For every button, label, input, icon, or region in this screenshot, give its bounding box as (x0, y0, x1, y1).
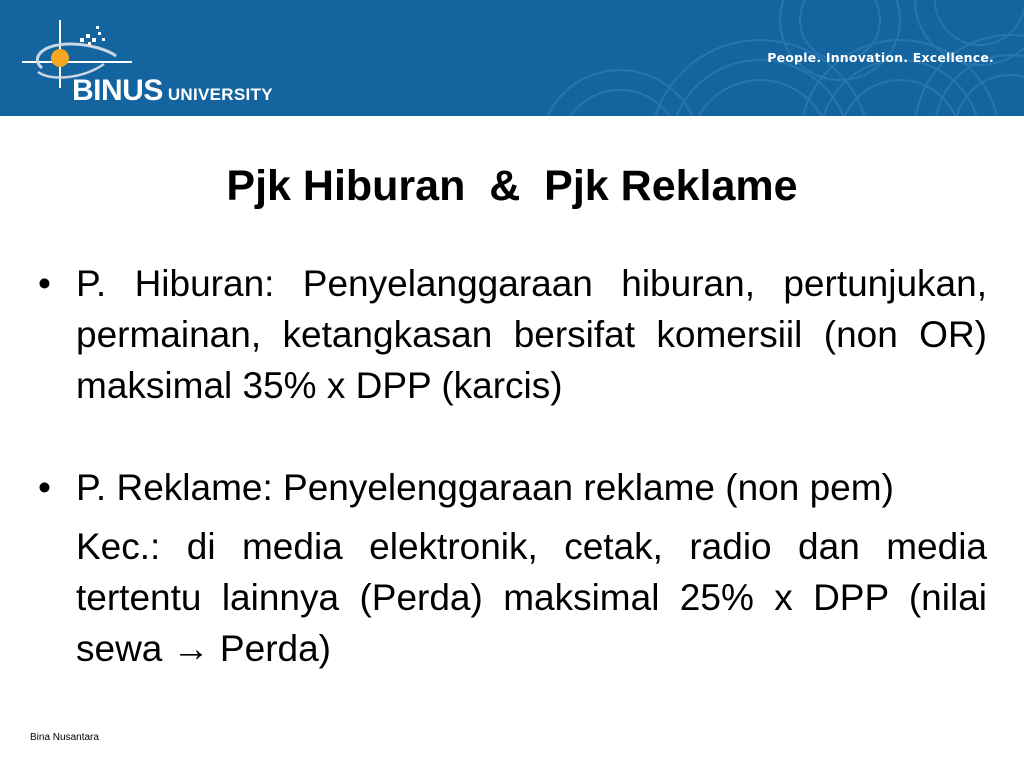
bullet-item (30, 462, 987, 513)
binus-logo (22, 18, 302, 107)
logo-brand-text: BINUS (72, 74, 163, 107)
continuation-text: Kec.: di media elektronik, cetak, radio dan media tertentu lainnya (Perda) maksimal 25% x DPP (nilai sewa → Perda) (76, 526, 987, 669)
footer-label: Bina Nusantara (30, 732, 99, 743)
bullet-text: P. Hiburan: Penyelanggaraan hiburan, pertunjukan, permainan, ketangkasan bersifat komersiil (non OR) maksimal 35% x DPP (karcis) (76, 263, 987, 406)
slide-title: Pjk Hiburan & Pjk Reklame (226, 162, 798, 210)
logo-wordmark (72, 74, 273, 108)
bullet-marker: • (38, 467, 51, 508)
bullet-marker: • (38, 263, 51, 304)
bullet-text: P. Reklame: Penyelenggaraan reklame (non pem) (76, 467, 894, 508)
header-band (0, 0, 1024, 116)
bullet-item (30, 258, 987, 411)
header-tagline: People. Innovation. Excellence. (767, 50, 994, 65)
continuation-paragraph (30, 521, 987, 674)
logo-sub-text: UNIVERSITY (167, 85, 273, 104)
slide-content (30, 258, 987, 768)
